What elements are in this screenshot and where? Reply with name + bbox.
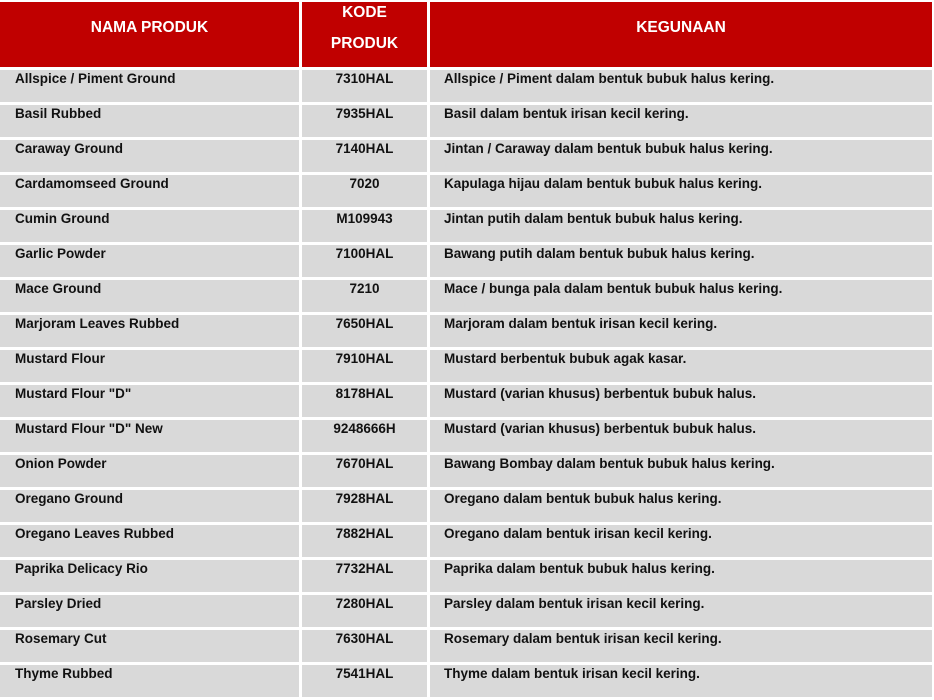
- product-name-cell: Mace Ground: [0, 280, 299, 312]
- table-row: [0, 385, 932, 417]
- product-code-cell: 8178HAL: [302, 385, 427, 417]
- product-code-cell: 7140HAL: [302, 140, 427, 172]
- table-row: [0, 350, 932, 382]
- table-row: [0, 175, 932, 207]
- usage-cell: Marjoram dalam bentuk irisan kecil kering.: [430, 315, 932, 347]
- product-name-cell: Onion Powder: [0, 455, 299, 487]
- usage-cell: Allspice / Piment dalam bentuk bubuk halus kering.: [430, 70, 932, 102]
- usage-cell: Oregano dalam bentuk bubuk halus kering.: [430, 490, 932, 522]
- table-row: [0, 280, 932, 312]
- table-row: [0, 630, 932, 662]
- usage-cell: Kapulaga hijau dalam bentuk bubuk halus kering.: [430, 175, 932, 207]
- usage-cell: Parsley dalam bentuk irisan kecil kering.: [430, 595, 932, 627]
- header-product-name-label: NAMA PRODUK: [90, 18, 209, 36]
- product-name-cell: Paprika Delicacy Rio: [0, 560, 299, 592]
- usage-cell: Bawang Bombay dalam bentuk bubuk halus kering.: [430, 455, 932, 487]
- product-code-cell: 7100HAL: [302, 245, 427, 277]
- table-row: [0, 210, 932, 242]
- table-row: [0, 490, 932, 522]
- table-body: [0, 70, 932, 697]
- table-row: [0, 525, 932, 557]
- table-row: [0, 560, 932, 592]
- header-row: [0, 2, 932, 67]
- product-name-cell: Basil Rubbed: [0, 105, 299, 137]
- product-name-cell: Mustard Flour "D" New: [0, 420, 299, 452]
- product-code-cell: 7541HAL: [302, 665, 427, 697]
- product-code-cell: 9248666H: [302, 420, 427, 452]
- product-code-cell: 7310HAL: [302, 70, 427, 102]
- usage-cell: Thyme dalam bentuk irisan kecil kering.: [430, 665, 932, 697]
- table-header: [0, 2, 932, 67]
- usage-cell: Jintan / Caraway dalam bentuk bubuk halus kering.: [430, 140, 932, 172]
- header-product-code-line2: PRODUK: [330, 34, 399, 52]
- usage-cell: Jintan putih dalam bentuk bubuk halus kering.: [430, 210, 932, 242]
- table-row: [0, 245, 932, 277]
- product-name-cell: Cumin Ground: [0, 210, 299, 242]
- table-row: [0, 315, 932, 347]
- table-row: [0, 105, 932, 137]
- header-product-code-line1: KODE: [342, 3, 387, 21]
- usage-cell: Mustard (varian khusus) berbentuk bubuk halus.: [430, 385, 932, 417]
- product-code-cell: 7670HAL: [302, 455, 427, 487]
- table-row: [0, 455, 932, 487]
- header-usage: [430, 2, 932, 67]
- product-code-cell: 7882HAL: [302, 525, 427, 557]
- table-row: [0, 140, 932, 172]
- product-code-cell: M109943: [302, 210, 427, 242]
- table-row: [0, 420, 932, 452]
- product-code-cell: 7020: [302, 175, 427, 207]
- usage-cell: Mustard berbentuk bubuk agak kasar.: [430, 350, 932, 382]
- usage-cell: Mustard (varian khusus) berbentuk bubuk halus.: [430, 420, 932, 452]
- product-name-cell: Garlic Powder: [0, 245, 299, 277]
- product-name-cell: Caraway Ground: [0, 140, 299, 172]
- product-name-cell: Oregano Leaves Rubbed: [0, 525, 299, 557]
- header-product-code: [302, 2, 427, 67]
- table-row: [0, 665, 932, 697]
- product-code-cell: 7928HAL: [302, 490, 427, 522]
- product-name-cell: Marjoram Leaves Rubbed: [0, 315, 299, 347]
- product-name-cell: Mustard Flour "D": [0, 385, 299, 417]
- product-code-cell: 7732HAL: [302, 560, 427, 592]
- product-name-cell: Parsley Dried: [0, 595, 299, 627]
- product-code-cell: 7280HAL: [302, 595, 427, 627]
- header-usage-label: KEGUNAAN: [636, 18, 726, 36]
- product-name-cell: Thyme Rubbed: [0, 665, 299, 697]
- usage-cell: Mace / bunga pala dalam bentuk bubuk halus kering.: [430, 280, 932, 312]
- table-row: [0, 70, 932, 102]
- product-code-cell: 7630HAL: [302, 630, 427, 662]
- table-row: [0, 595, 932, 627]
- usage-cell: Oregano dalam bentuk irisan kecil kering.: [430, 525, 932, 557]
- product-name-cell: Cardamomseed Ground: [0, 175, 299, 207]
- product-code-cell: 7650HAL: [302, 315, 427, 347]
- product-name-cell: Mustard Flour: [0, 350, 299, 382]
- product-code-cell: 7210: [302, 280, 427, 312]
- product-name-cell: Oregano Ground: [0, 490, 299, 522]
- header-product-name: [0, 2, 299, 67]
- product-code-cell: 7935HAL: [302, 105, 427, 137]
- product-code-cell: 7910HAL: [302, 350, 427, 382]
- usage-cell: Bawang putih dalam bentuk bubuk halus kering.: [430, 245, 932, 277]
- usage-cell: Basil dalam bentuk irisan kecil kering.: [430, 105, 932, 137]
- usage-cell: Paprika dalam bentuk bubuk halus kering.: [430, 560, 932, 592]
- product-name-cell: Allspice / Piment Ground: [0, 70, 299, 102]
- usage-cell: Rosemary dalam bentuk irisan kecil kering.: [430, 630, 932, 662]
- product-name-cell: Rosemary Cut: [0, 630, 299, 662]
